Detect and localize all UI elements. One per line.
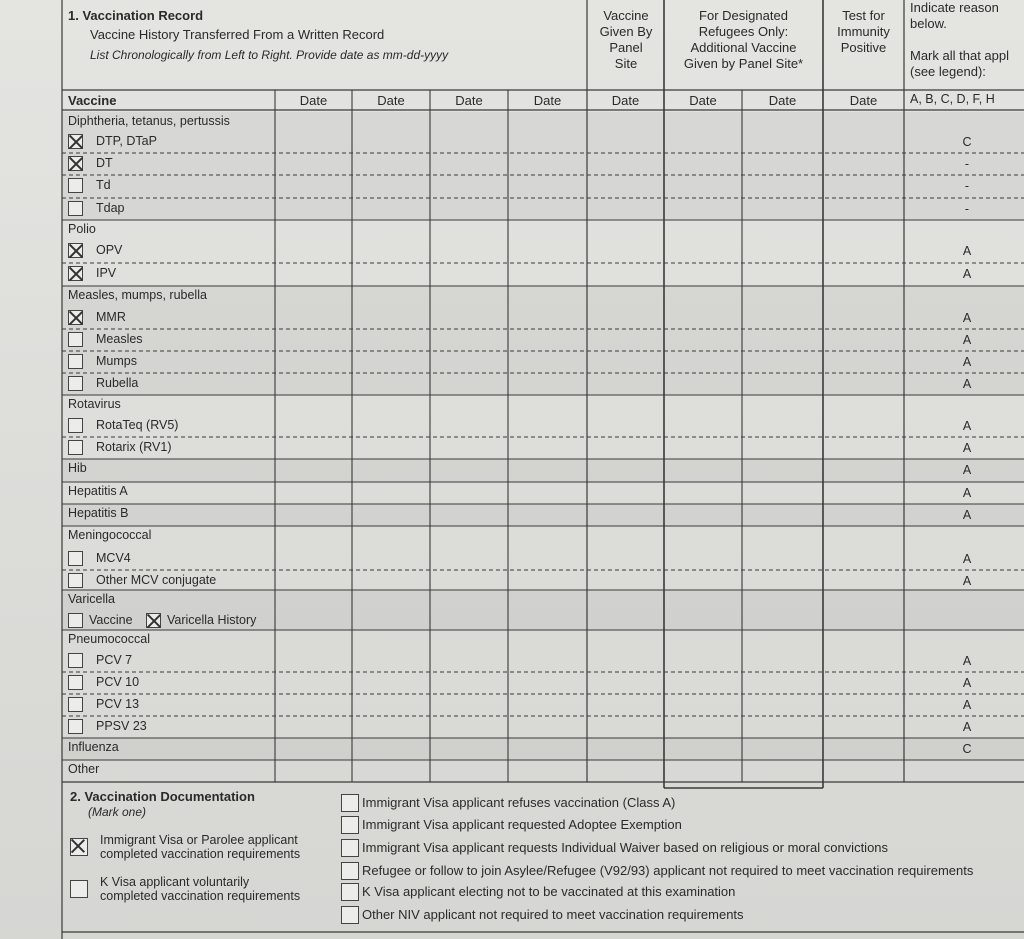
vaccine-label: PCV 7 (96, 653, 133, 667)
vaccine-label: Rotarix (RV1) (96, 440, 172, 454)
col-head-line: Additional Vaccine (690, 40, 797, 55)
vaccine-checkbox[interactable] (68, 573, 83, 588)
vaccine-checkbox[interactable] (68, 310, 83, 325)
vaccine-group-label: Pneumococcal (68, 632, 150, 646)
vaccine-checkbox[interactable] (68, 719, 83, 734)
vaccine-label: IPV (96, 266, 117, 280)
reason-code: A (962, 441, 972, 455)
section-title: 1. Vaccination Record (68, 8, 204, 23)
vaccine-label: Td (96, 178, 111, 192)
documentation-option-label: Other NIV applicant not required to meet vaccination requirements (362, 907, 744, 922)
vaccine-checkbox[interactable] (68, 551, 83, 566)
reason-code: A (962, 377, 972, 391)
vaccine-group-label: Polio (68, 222, 96, 236)
vaccine-label: DTP, DTaP (96, 134, 157, 148)
vaccine-checkbox[interactable] (68, 243, 83, 258)
vaccine-label: RotaTeq (RV5) (96, 418, 179, 432)
reason-code: - (964, 179, 970, 193)
reason-line: Mark all that appl (910, 48, 1009, 63)
section-subtitle: Vaccine History Transferred From a Written Record (90, 27, 385, 42)
documentation-checkbox[interactable] (70, 838, 88, 856)
varicella-history-checkbox[interactable] (146, 613, 161, 628)
reason-code: A (962, 486, 972, 500)
col-head-line: Panel (609, 40, 643, 55)
documentation-option-label: Immigrant Visa applicant requests Individual Waiver based on religious or moral convictions (362, 840, 889, 855)
col-head-line: Positive (840, 40, 887, 55)
vaccine-checkbox[interactable] (68, 418, 83, 433)
vaccine-group-label: Meningococcal (68, 528, 152, 542)
varicella-vaccine-checkbox[interactable] (68, 613, 83, 628)
vaccine-label: OPV (96, 243, 123, 257)
date-col-header: Date (377, 93, 405, 108)
varicella-vaccine-label: Vaccine (89, 613, 133, 627)
documentation-option-label: K Visa applicant electing not to be vaccinated at this examination (362, 884, 736, 899)
date-col-header: Date (455, 93, 483, 108)
vaccine-checkbox[interactable] (68, 156, 83, 171)
documentation-checkbox[interactable] (341, 816, 359, 834)
reason-code: A (962, 508, 972, 522)
documentation-option-label: completed vaccination requirements (100, 847, 301, 861)
reason-code: A (962, 574, 972, 588)
vaccine-label: MCV4 (96, 551, 131, 565)
documentation-checkbox[interactable] (341, 839, 359, 857)
documentation-option-label: Immigrant Visa applicant refuses vaccination (Class A) (362, 795, 676, 810)
vaccine-label: PPSV 23 (96, 719, 147, 733)
vaccine-label: Influenza (68, 740, 119, 754)
vaccine-group-label: Rotavirus (68, 397, 121, 411)
date-col-header: Date (533, 93, 562, 108)
reason-code: A (962, 720, 972, 734)
vaccine-group-label: Diphtheria, tetanus, pertussis (68, 114, 230, 128)
varicella-history-label: Varicella History (167, 613, 257, 627)
vaccine-label: PCV 13 (96, 697, 140, 711)
documentation-subtitle: (Mark one) (88, 805, 147, 819)
reason-codes-header: A, B, C, D, F, H (910, 92, 995, 106)
date-col-header: Date (768, 93, 797, 108)
vaccine-checkbox[interactable] (68, 266, 83, 281)
vaccine-checkbox[interactable] (68, 178, 83, 193)
vaccine-label: Rubella (96, 376, 139, 390)
vaccine-checkbox[interactable] (68, 675, 83, 690)
row-shade (62, 459, 1024, 482)
vaccine-checkbox[interactable] (68, 440, 83, 455)
reason-code: C (962, 742, 972, 756)
reason-code: A (962, 355, 972, 369)
col-head-line: Given By (599, 24, 653, 39)
reason-code: A (962, 676, 972, 690)
vaccine-label: Tdap (96, 201, 125, 215)
col-head-line: For Designated (699, 8, 788, 23)
vaccine-col-header: Vaccine (68, 93, 117, 108)
vaccine-group-label: Measles, mumps, rubella (68, 288, 207, 302)
documentation-checkbox[interactable] (341, 862, 359, 880)
reason-code: A (962, 244, 972, 258)
reason-code: A (962, 698, 972, 712)
date-col-header: Date (849, 93, 878, 108)
reason-code: A (962, 654, 972, 668)
reason-code: A (962, 419, 972, 433)
col-head-line: Immunity (837, 24, 890, 39)
vaccine-label: Hib (68, 461, 87, 475)
reason-code: A (962, 552, 972, 566)
date-col-header: Date (689, 93, 717, 108)
documentation-checkbox[interactable] (341, 883, 359, 901)
vaccine-label: Hepatitis B (68, 506, 129, 520)
vaccine-checkbox[interactable] (68, 201, 83, 216)
vaccine-label: Mumps (96, 354, 137, 368)
vaccine-checkbox[interactable] (68, 376, 83, 391)
vaccine-label: Other (68, 762, 100, 776)
vaccine-checkbox[interactable] (68, 354, 83, 369)
vaccine-checkbox[interactable] (68, 697, 83, 712)
col-head-line: Site (614, 56, 638, 71)
documentation-title: 2. Vaccination Documentation (70, 789, 255, 804)
documentation-option-label: completed vaccination requirements (100, 889, 301, 903)
documentation-checkbox[interactable] (70, 880, 88, 898)
row-shade (62, 504, 1024, 526)
vaccine-label: MMR (96, 310, 126, 324)
reason-code: A (962, 267, 972, 281)
reason-line: Indicate reason (910, 0, 999, 15)
reason-line: (see legend): (910, 64, 986, 79)
documentation-checkbox[interactable] (341, 794, 359, 812)
vaccine-label: PCV 10 (96, 675, 140, 689)
row-shade (62, 738, 1024, 760)
col-head-line: Given by Panel Site* (683, 56, 804, 71)
vaccine-checkbox[interactable] (68, 332, 83, 347)
vaccine-checkbox[interactable] (68, 134, 83, 149)
vaccine-group-label: Varicella (68, 592, 116, 606)
documentation-option-label: Immigrant Visa or Parolee applicant (100, 833, 298, 847)
section-instruction: List Chronologically from Left to Right. Provide date as mm-dd-yyyy (90, 48, 449, 62)
reason-line: below. (910, 16, 947, 31)
reason-code: A (962, 463, 972, 477)
vaccine-label: Measles (96, 332, 143, 346)
documentation-option-label: K Visa applicant voluntarily (100, 875, 250, 889)
date-col-header: Date (299, 93, 328, 108)
reason-code: - (964, 157, 970, 171)
vaccine-label: Hepatitis A (68, 484, 128, 498)
col-head-line: Refugees Only: (698, 24, 789, 39)
vaccine-label: DT (96, 156, 113, 170)
col-head-line: Vaccine (603, 8, 649, 23)
col-head-line: Test for (842, 8, 885, 23)
documentation-checkbox[interactable] (341, 906, 359, 924)
reason-code: - (964, 202, 970, 216)
reason-code: A (962, 311, 972, 325)
documentation-option-label: Refugee or follow to join Asylee/Refugee (V92/93) applicant not required to meet vaccination requirements (362, 863, 974, 878)
date-col-header: Date (611, 93, 640, 108)
documentation-option-label: Immigrant Visa applicant requested Adoptee Exemption (362, 817, 682, 832)
vaccine-checkbox[interactable] (68, 653, 83, 668)
reason-code: C (962, 135, 972, 149)
vaccine-label: Other MCV conjugate (96, 573, 217, 587)
reason-code: A (962, 333, 972, 347)
